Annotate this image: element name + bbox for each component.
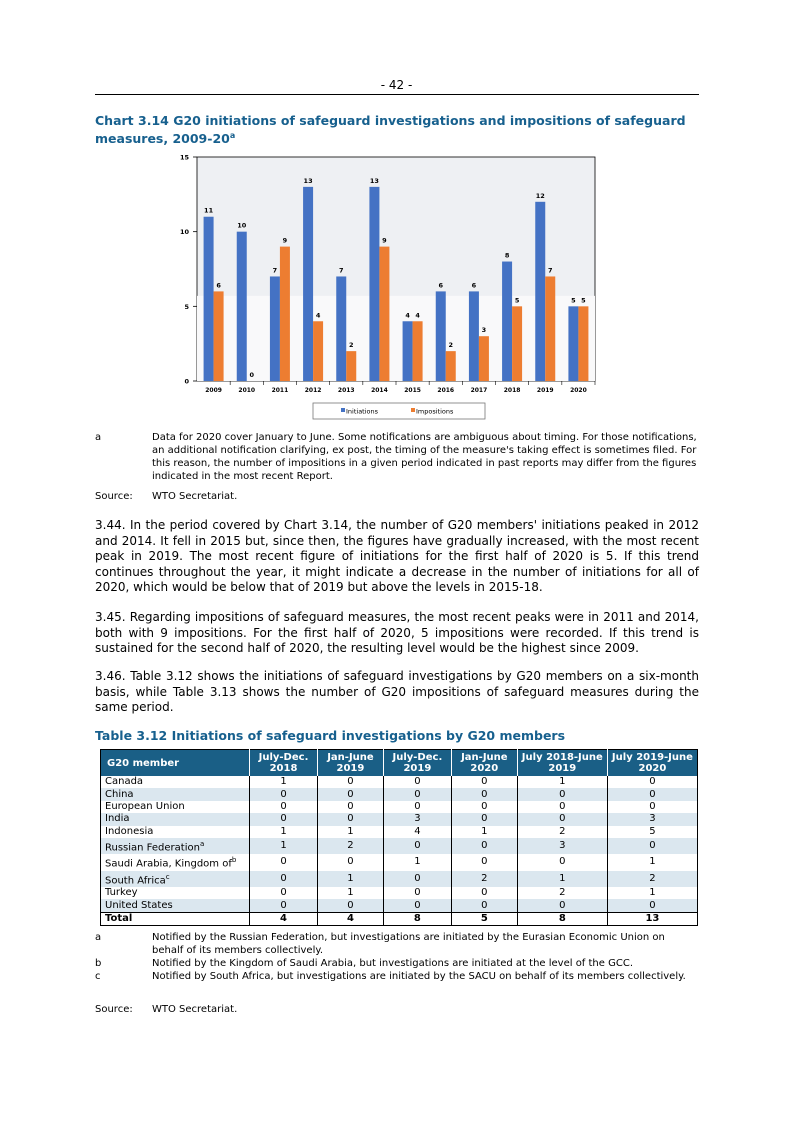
member-name: South Africa xyxy=(105,874,166,886)
value-cell: 1 xyxy=(451,826,517,838)
impositions-bar xyxy=(512,306,522,381)
initiations-bar xyxy=(403,321,413,381)
value-cell: 0 xyxy=(250,899,318,912)
data-label: 3 xyxy=(481,326,487,335)
value-cell: 0 xyxy=(250,854,318,870)
value-cell: 0 xyxy=(383,871,451,887)
data-label: 6 xyxy=(438,281,444,290)
col-header: Jan-June 2020 xyxy=(451,750,517,777)
value-cell: 0 xyxy=(250,813,318,825)
table-row xyxy=(101,813,698,825)
member-cell xyxy=(101,887,250,899)
value-cell: 0 xyxy=(451,899,517,912)
initiations-bar xyxy=(303,187,313,381)
table-row xyxy=(101,899,698,912)
table-note-c xyxy=(95,970,699,996)
table-row xyxy=(101,801,698,813)
footnote-marker: a xyxy=(199,839,205,848)
table-row xyxy=(101,788,698,800)
value-cell: 0 xyxy=(383,899,451,912)
value-cell: 1 xyxy=(250,826,318,838)
value-cell: 1 xyxy=(517,776,607,788)
member-cell xyxy=(101,854,250,870)
value-cell: 0 xyxy=(451,838,517,854)
impositions-bar xyxy=(313,321,323,381)
value-cell: 0 xyxy=(517,854,607,870)
value-cell: 2 xyxy=(517,887,607,899)
footnote-marker: c xyxy=(165,872,170,881)
data-label: 7 xyxy=(338,266,344,275)
data-label: 2 xyxy=(348,341,354,350)
value-cell: 1 xyxy=(607,887,697,899)
value-cell: 1 xyxy=(250,838,318,854)
value-cell: 3 xyxy=(383,813,451,825)
value-cell: 0 xyxy=(318,776,384,788)
data-label: 6 xyxy=(471,281,477,290)
member-cell xyxy=(101,871,250,887)
value-cell: 5 xyxy=(607,826,697,838)
total-cell: 4 xyxy=(250,912,318,925)
value-cell: 0 xyxy=(451,776,517,788)
x-tick-label: 2018 xyxy=(503,387,521,394)
total-label: Total xyxy=(101,912,250,925)
value-cell: 1 xyxy=(318,826,384,838)
value-cell: 2 xyxy=(517,826,607,838)
value-cell: 1 xyxy=(318,871,384,887)
member-name: Canada xyxy=(105,776,144,788)
col-header: July 2018-June 2019 xyxy=(517,750,607,777)
value-cell: 0 xyxy=(451,854,517,870)
g20-initiations-table xyxy=(100,749,698,926)
value-cell: 2 xyxy=(318,838,384,854)
value-cell: 0 xyxy=(607,788,697,800)
value-cell: 0 xyxy=(451,887,517,899)
member-name: Russian Federation xyxy=(105,842,200,854)
chart-source xyxy=(95,490,699,504)
table-note-label: c xyxy=(95,971,101,982)
table-header-row xyxy=(101,750,698,777)
value-cell: 0 xyxy=(318,788,384,800)
initiations-bar xyxy=(535,202,545,381)
chart-note-a xyxy=(95,431,699,483)
member-name: Saudi Arabia, Kingdom of xyxy=(105,858,232,870)
x-tick-label: 2016 xyxy=(437,387,455,394)
value-cell: 0 xyxy=(318,813,384,825)
table-row xyxy=(101,826,698,838)
member-cell xyxy=(101,776,250,788)
member-cell xyxy=(101,801,250,813)
col-header: July-Dec. 2018 xyxy=(250,750,318,777)
y-tick-label: 10 xyxy=(179,228,189,237)
total-cell: 8 xyxy=(517,912,607,925)
data-label: 9 xyxy=(382,236,387,245)
x-tick-label: 2015 xyxy=(404,387,421,394)
initiations-bar xyxy=(369,187,379,381)
data-label: 4 xyxy=(405,311,410,320)
value-cell: 0 xyxy=(250,887,318,899)
value-cell: 1 xyxy=(607,854,697,870)
data-label: 10 xyxy=(237,221,247,230)
impositions-bar xyxy=(379,247,389,381)
value-cell: 0 xyxy=(318,899,384,912)
value-cell: 0 xyxy=(607,801,697,813)
value-cell: 1 xyxy=(383,854,451,870)
col-header-member: G20 member xyxy=(101,750,250,777)
member-name: Turkey xyxy=(105,887,138,899)
value-cell: 0 xyxy=(250,871,318,887)
col-header: July-Dec. 2019 xyxy=(383,750,451,777)
table-note-text: Notified by the Russian Federation, but investigations are initiated by the Eurasian Economic Union on behalf of its members collectively. xyxy=(152,932,665,956)
footnote-marker: b xyxy=(231,856,237,865)
value-cell: 0 xyxy=(517,813,607,825)
data-label: 11 xyxy=(204,206,214,215)
data-label: 7 xyxy=(272,266,278,275)
value-cell: 0 xyxy=(318,854,384,870)
legend-label-initiations: Initiations xyxy=(346,407,379,416)
impositions-bar xyxy=(545,276,555,381)
member-name: United States xyxy=(105,899,173,911)
value-cell: 0 xyxy=(451,801,517,813)
value-cell: 0 xyxy=(383,887,451,899)
member-cell xyxy=(101,838,250,854)
data-label: 0 xyxy=(249,371,255,379)
data-label: 6 xyxy=(216,281,221,290)
paragraph-3-45: 3.45. Regarding impositions of safeguard measures, the most recent peaks were in 2011 and 2014, both with 9 impositions. For the first half of 2020, 5 impositions were recorded. If this trend is sustained for the second half of 2020, the resulting level would be the highest since 2009. xyxy=(95,610,699,656)
member-cell xyxy=(101,826,250,838)
value-cell: 0 xyxy=(607,776,697,788)
member-name: India xyxy=(105,813,130,825)
x-tick-label: 2012 xyxy=(304,387,322,394)
value-cell: 0 xyxy=(517,801,607,813)
chart-title: Chart 3.14 G20 initiations of safeguard investigations and impositions of safeguard measures, 2009-20$^a$ xyxy=(95,113,686,147)
total-cell: 4 xyxy=(318,912,384,925)
value-cell: 0 xyxy=(383,838,451,854)
value-cell: 3 xyxy=(607,813,697,825)
data-label: 8 xyxy=(504,251,510,260)
value-cell: 0 xyxy=(607,899,697,912)
impositions-bar xyxy=(446,351,456,381)
data-label: 4 xyxy=(415,311,420,320)
initiations-bar xyxy=(270,276,280,381)
total-cell: 8 xyxy=(383,912,451,925)
legend-label-impositions: Impositions xyxy=(416,407,454,416)
value-cell: 0 xyxy=(517,899,607,912)
member-cell xyxy=(101,813,250,825)
y-tick-label: 5 xyxy=(184,302,189,311)
chart-note-label: a xyxy=(95,432,102,443)
y-tick-label: 0 xyxy=(184,377,189,386)
total-cell: 5 xyxy=(451,912,517,925)
value-cell: 0 xyxy=(318,801,384,813)
chart-source-label: Source: xyxy=(95,491,133,502)
impositions-bar xyxy=(346,351,356,381)
value-cell: 3 xyxy=(517,838,607,854)
impositions-bar xyxy=(214,291,224,381)
x-tick-label: 2013 xyxy=(337,387,355,394)
x-tick-label: 2020 xyxy=(570,387,587,394)
value-cell: 1 xyxy=(517,871,607,887)
member-cell xyxy=(101,899,250,912)
data-label: 9 xyxy=(282,236,288,245)
impositions-bar xyxy=(280,247,290,381)
x-tick-label: 2011 xyxy=(271,387,289,394)
initiations-bar xyxy=(336,276,346,381)
value-cell: 0 xyxy=(250,801,318,813)
value-cell: 2 xyxy=(607,871,697,887)
y-tick-label: 15 xyxy=(179,153,189,162)
value-cell: 0 xyxy=(383,776,451,788)
data-label: 13 xyxy=(303,176,313,185)
initiations-bar xyxy=(204,217,214,381)
data-label: 5 xyxy=(571,296,576,305)
data-label: 2 xyxy=(448,341,454,350)
member-cell xyxy=(101,788,250,800)
legend-swatch-initiations xyxy=(341,408,345,412)
page-number: - 42 - xyxy=(380,78,413,92)
table-row xyxy=(101,838,698,854)
col-header: Jan-June 2019 xyxy=(318,750,384,777)
table-source-label: Source: xyxy=(95,1004,133,1015)
table-title: Table 3.12 Initiations of safeguard investigations by G20 members xyxy=(95,728,566,743)
legend-swatch-impositions xyxy=(411,408,415,412)
initiations-bar xyxy=(502,262,512,381)
value-cell: 4 xyxy=(383,826,451,838)
data-label: 4 xyxy=(315,311,321,320)
value-cell: 0 xyxy=(451,813,517,825)
value-cell: 0 xyxy=(383,788,451,800)
x-tick-label: 2009 xyxy=(205,387,222,394)
table-note-b xyxy=(95,957,699,970)
value-cell: 2 xyxy=(451,871,517,887)
initiations-bar xyxy=(568,306,578,381)
header-rule xyxy=(95,94,699,95)
table-source xyxy=(95,1003,699,1017)
data-label: 13 xyxy=(369,176,379,185)
x-tick-label: 2017 xyxy=(470,387,488,394)
impositions-bar xyxy=(578,306,588,381)
table-body xyxy=(101,776,698,926)
table-row xyxy=(101,854,698,870)
table-note-text: Notified by the Kingdom of Saudi Arabia, but investigations are initiated at the level of the GCC. xyxy=(152,958,633,969)
paragraph-3-46: 3.46. Table 3.12 shows the initiations of safeguard investigations by G20 members on a six-month basis, while Table 3.13 shows the number of G20 impositions of safeguard measures during the same period. xyxy=(95,669,699,715)
value-cell: 0 xyxy=(383,801,451,813)
initiations-bar xyxy=(237,232,247,381)
table-note-label: a xyxy=(95,932,102,943)
value-cell: 1 xyxy=(250,776,318,788)
data-label: 5 xyxy=(581,296,586,305)
initiations-bar xyxy=(436,291,446,381)
table-row xyxy=(101,871,698,887)
col-header: July 2019-June 2020 xyxy=(607,750,697,777)
data-label: 12 xyxy=(535,191,545,200)
table-row xyxy=(101,887,698,899)
data-label: 7 xyxy=(547,266,553,275)
paragraph-3-44: 3.44. In the period covered by Chart 3.14, the number of G20 members' initiations peaked in 2012 and 2014. It fell in 2015 but, since then, the figures have gradually increased, with the most recent peak in 2019. The most recent figure of initiations for the first half of 2020 is 5. If this trend continues throughout the year, it might indicate a decrease in the number of initiations for all of 2020, which would be below that of 2019 but above the levels in 2015-18. xyxy=(95,518,699,595)
table-note-a xyxy=(95,931,699,957)
table-note-text: Notified by South Africa, but investigations are initiated by the SACU on behalf of its members collectively. xyxy=(152,971,686,982)
value-cell: 0 xyxy=(250,788,318,800)
bar-chart xyxy=(165,150,605,422)
impositions-bar xyxy=(479,336,489,381)
member-name: China xyxy=(105,788,134,800)
legend-box xyxy=(313,403,485,419)
value-cell: 0 xyxy=(607,838,697,854)
value-cell: 0 xyxy=(517,788,607,800)
x-tick-label: 2010 xyxy=(238,387,256,394)
table-total-row xyxy=(101,912,698,925)
data-label: 5 xyxy=(514,296,520,305)
impositions-bar xyxy=(413,321,423,381)
value-cell: 0 xyxy=(451,788,517,800)
value-cell: 1 xyxy=(318,887,384,899)
member-name: European Union xyxy=(105,800,185,812)
total-cell: 13 xyxy=(607,912,697,925)
table-row xyxy=(101,776,698,788)
member-name: Indonesia xyxy=(105,825,154,837)
initiations-bar xyxy=(469,291,479,381)
x-tick-label: 2014 xyxy=(371,387,388,394)
chart-note-text: Data for 2020 cover January to June. Some notifications are ambiguous about timing. For those notifications, an additional notification clarifying, ex post, the timing of the measure's taking effect is sometimes filed. For this reason, the number of impositions in a given period indicated in past reports may differ from the figures indicated in the most recent Report. xyxy=(152,432,697,482)
table-note-label: b xyxy=(95,958,102,969)
chart-source-text: WTO Secretariat. xyxy=(152,491,238,502)
table-source-text: WTO Secretariat. xyxy=(152,1004,238,1015)
x-tick-label: 2019 xyxy=(536,387,554,394)
